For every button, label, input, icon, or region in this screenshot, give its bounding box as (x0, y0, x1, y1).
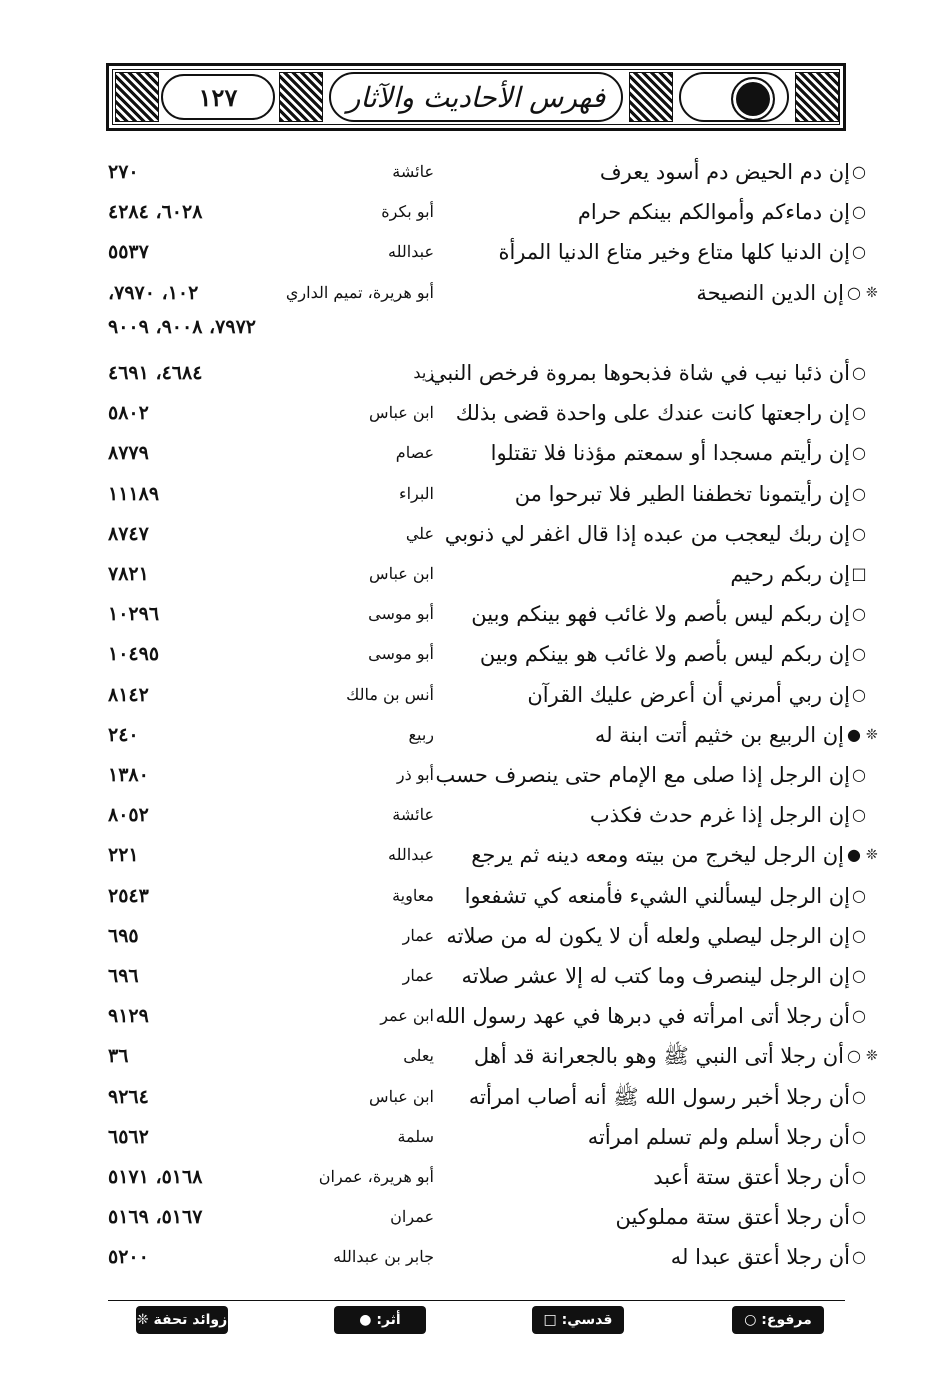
narrator: عبدالله (388, 242, 434, 262)
reference-numbers: ٧٨٢١ (108, 563, 149, 585)
reference-numbers: ٥١٦٨، ٥١٧١ (108, 1166, 203, 1188)
zawaid-star-icon: ❊ (866, 1048, 878, 1065)
list-item (0, 1117, 944, 1157)
entry-marker: ○ (852, 1086, 866, 1106)
footer-divider (108, 1300, 845, 1301)
reference-numbers: ٨١٤٢ (108, 683, 149, 706)
narrator: عائشة (392, 162, 434, 181)
entry-marker: ○ (852, 1006, 866, 1026)
list-item (0, 594, 944, 634)
reference-numbers: ٥١٦٧، ٥١٦٩ (108, 1206, 203, 1229)
list-item (0, 755, 944, 795)
entry-marker: ○ (852, 644, 866, 664)
hadith-text: إن الرجل ليصلي ولعله أن لا يكون له من صلاته (446, 923, 850, 948)
entry-marker: ○ (852, 765, 866, 784)
reference-numbers: ٩٢٦٤ (108, 1085, 149, 1108)
zawaid-star-icon: ❊ (866, 847, 878, 864)
entry-marker: □ (851, 564, 867, 583)
narrator: ابن عباس (369, 564, 434, 583)
narrator: عصام (395, 443, 434, 463)
reference-numbers: ٨٧٧٩ (108, 442, 149, 465)
narrator: زيد (413, 363, 434, 382)
entry-marker: ○ (852, 242, 866, 262)
legend-marfu: مرفوع: ○ (732, 1306, 824, 1334)
reference-numbers: ٣٦ (108, 1045, 129, 1068)
narrator: سلمة (397, 1126, 434, 1146)
narrator: معاوية (392, 885, 434, 905)
entry-marker: ○ (852, 523, 866, 543)
zawaid-star-icon: ❊ (866, 284, 878, 301)
narrator: أبو بكرة (381, 202, 434, 222)
entry-marker: ○ (852, 1126, 866, 1146)
list-item (0, 514, 944, 554)
hadith-text: إن الدين النصيحة (696, 280, 844, 305)
reference-numbers: ١٣٨٠ (108, 764, 149, 786)
entry-marker: ● (847, 845, 861, 865)
reference-numbers: ١٠٢، ٧٩٧٠، (108, 281, 199, 304)
narrator: جابر بن عبدالله (333, 1247, 434, 1267)
narrator: أبو موسى (368, 604, 434, 624)
entry-marker: ○ (852, 1207, 866, 1227)
reference-numbers: ٢٤٠ (108, 723, 139, 746)
ornament-pattern-icon (115, 72, 159, 122)
narrator: البراء (399, 483, 434, 503)
narrator: عمار (402, 966, 434, 985)
entry-marker: ○ (852, 202, 866, 222)
narrator: أبو موسى (368, 644, 434, 664)
entry-marker: ○ (852, 805, 866, 825)
legend-zawaid: زوائد تحفة ❊ (136, 1306, 228, 1334)
narrator: عائشة (392, 805, 434, 825)
hadith-text: أن رجلا أعتق ستة أعبد (653, 1165, 850, 1189)
narrator: ابن عباس (369, 403, 434, 423)
reference-numbers: ٨٧٤٧ (108, 522, 149, 545)
hadith-text: إن الرجل إذا صلى مع الإمام حتى ينصرف حسب (435, 763, 850, 787)
list-item (0, 795, 944, 835)
legend-athar: أثر: ● (334, 1306, 426, 1334)
reference-numbers: ٥٢٠٠ (108, 1246, 149, 1269)
page-number: ١٢٧ (161, 74, 275, 120)
hadith-text: أن ذئبا نيب في شاة فذبحوها بمروة فرخص النبي (429, 361, 850, 385)
entry-marker: ○ (852, 443, 866, 463)
narrator: ابن عباس (369, 1086, 434, 1106)
hadith-text: أن رجلا أعتق عبدا له (670, 1245, 850, 1270)
list-item (0, 996, 944, 1036)
list-item (0, 152, 944, 192)
hadith-text: إن ربك ليعجب من عبده إذا قال اغفر لي ذنوبي (444, 521, 850, 546)
narrator: عبدالله (388, 845, 434, 865)
reference-numbers: ٦٥٦٢ (108, 1125, 149, 1148)
entry-marker: ○ (847, 282, 861, 302)
hadith-text: إن دم الحيض دم أسود يعرف (599, 160, 850, 184)
hadith-text: إن ربكم ليس بأصم ولا غائب فهو بينكم وبين (471, 602, 850, 627)
list-item (0, 1077, 944, 1117)
list-item (0, 715, 944, 755)
narrator: أبو هريرة، عمران (318, 1167, 434, 1186)
reference-numbers: ٥٥٣٧ (108, 241, 149, 264)
hadith-text: أن رجلا أسلم ولم تسلم امرأته (587, 1124, 850, 1149)
hadith-text: إن الرجل لينصرف وما كتب له إلا عشر صلاته (461, 964, 850, 988)
reference-numbers: ٢٧٠ (108, 161, 139, 183)
hadith-text: إن ربكم ليس بأصم ولا غائب هو بينكم وبين (479, 642, 850, 667)
hadith-text: إن رأيتم مسجدا أو سمعتم مؤذنا فلا تقتلوا (490, 441, 850, 466)
hadith-text: إن راجعتها كانت عندك على واحدة قضى بذلك (455, 401, 850, 426)
list-item (0, 393, 944, 433)
reference-numbers: ١١١٨٩ (108, 482, 160, 505)
reference-numbers: ٢٥٤٣ (108, 884, 149, 907)
entry-marker: ● (847, 724, 861, 744)
entry-marker: ○ (852, 604, 866, 624)
hadith-text: أن رجلا أعتق ستة مملوكين (615, 1205, 850, 1230)
narrator: يعلى (403, 1046, 434, 1066)
list-item (0, 474, 944, 514)
reference-numbers: ٦٩٦ (108, 965, 139, 987)
reference-numbers-continued: ٧٩٧٢، ٩٠٠٨، ٩٠٠٩ (108, 315, 256, 338)
narrator: عمار (402, 925, 434, 945)
ornament-pattern-icon (279, 72, 323, 122)
reference-numbers: ١٠٤٩٥ (108, 643, 160, 666)
legend-qudsi: قدسي: □ (532, 1306, 624, 1334)
narrator: أنس بن مالك (346, 684, 434, 704)
reference-numbers: ٤٦٨٤، ٤٦٩١ (108, 362, 203, 384)
reference-numbers: ٦٩٥ (108, 924, 139, 947)
hadith-text: إن ربي أمرني أن أعرض عليك القرآن (527, 682, 850, 707)
entry-marker: ○ (852, 403, 866, 423)
list-item (0, 1237, 944, 1277)
publisher-logo (679, 72, 789, 122)
entry-marker: ○ (852, 1167, 866, 1186)
entry-marker: ○ (852, 885, 866, 905)
reference-numbers: ٩١٢٩ (108, 1005, 149, 1028)
entry-marker: ○ (852, 684, 866, 704)
list-item (0, 916, 944, 956)
hadith-text: أن رجلا أخبر رسول الله ﷺ أنه أصاب امرأته (468, 1084, 850, 1109)
list-item (0, 634, 944, 674)
page-title: فهرس الأحاديث والآثار (329, 72, 623, 122)
list-item (0, 1036, 944, 1076)
list-item (0, 876, 944, 916)
hadith-text: أن رجلا أتى امرأته في دبرها في عهد رسول الله (435, 1004, 850, 1029)
list-item (0, 835, 944, 875)
narrator: ربيع (408, 724, 434, 744)
reference-numbers: ٦٠٢٨، ٤٢٨٤ (108, 201, 203, 224)
entry-marker: ○ (852, 925, 866, 945)
list-item (0, 353, 944, 393)
page-header (106, 63, 846, 131)
list-item (0, 433, 944, 473)
narrator: ابن عمر (380, 1006, 434, 1026)
narrator: علي (405, 523, 434, 543)
reference-numbers: ٥٨٠٢ (108, 402, 149, 425)
entry-marker: ○ (852, 1247, 866, 1267)
hadith-text: إن الرجل ليخرج من بيته ومعه دينه ثم يرجع (471, 843, 844, 868)
hadith-text: إن الربيع بن خثيم أتت ابنة له (594, 722, 844, 747)
ornament-pattern-icon (795, 72, 839, 122)
list-item (0, 1157, 944, 1197)
reference-numbers: ٢٢١ (108, 844, 139, 867)
entry-marker: ○ (852, 162, 866, 181)
narrator: أبو ذر (396, 765, 434, 784)
entry-marker: ○ (852, 966, 866, 985)
hadith-text: إن رأيتمونا تخطفنا الطير فلا تبرحوا من (514, 481, 850, 506)
list-item (0, 192, 944, 232)
list-item (0, 1197, 944, 1237)
reference-numbers: ٨٠٥٢ (108, 804, 149, 827)
entry-marker: ○ (852, 483, 866, 503)
list-item (0, 232, 944, 272)
hadith-text: إن الرجل إذا غرم حدث فكذب (589, 803, 850, 828)
hadith-text: إن دماءكم وأموالكم بينكم حرام (577, 200, 850, 225)
hadith-text: أن رجلا أتى النبي ﷺ وهو بالجعرانة قد أهل (473, 1044, 844, 1069)
narrator: أبو هريرة، تميم الداري (285, 282, 434, 302)
hadith-text: إن الدنيا كلها متاع وخير متاع الدنيا المرأة (498, 240, 850, 265)
list-item-continuation (0, 307, 944, 347)
list-item (0, 956, 944, 996)
list-item (0, 554, 944, 594)
hadith-text: إن الرجل ليسألني الشيء فأمنعه كي تشفعوا (464, 883, 850, 908)
hadith-text: إن ربكم رحيم (730, 562, 850, 586)
entry-marker: ○ (852, 363, 866, 382)
entry-marker: ○ (847, 1046, 861, 1066)
ornament-pattern-icon (629, 72, 673, 122)
list-item (0, 675, 944, 715)
reference-numbers: ١٠٢٩٦ (108, 603, 160, 626)
logo-medallion-icon (731, 77, 775, 121)
narrator: عمران (390, 1207, 434, 1227)
zawaid-star-icon: ❊ (866, 726, 878, 743)
